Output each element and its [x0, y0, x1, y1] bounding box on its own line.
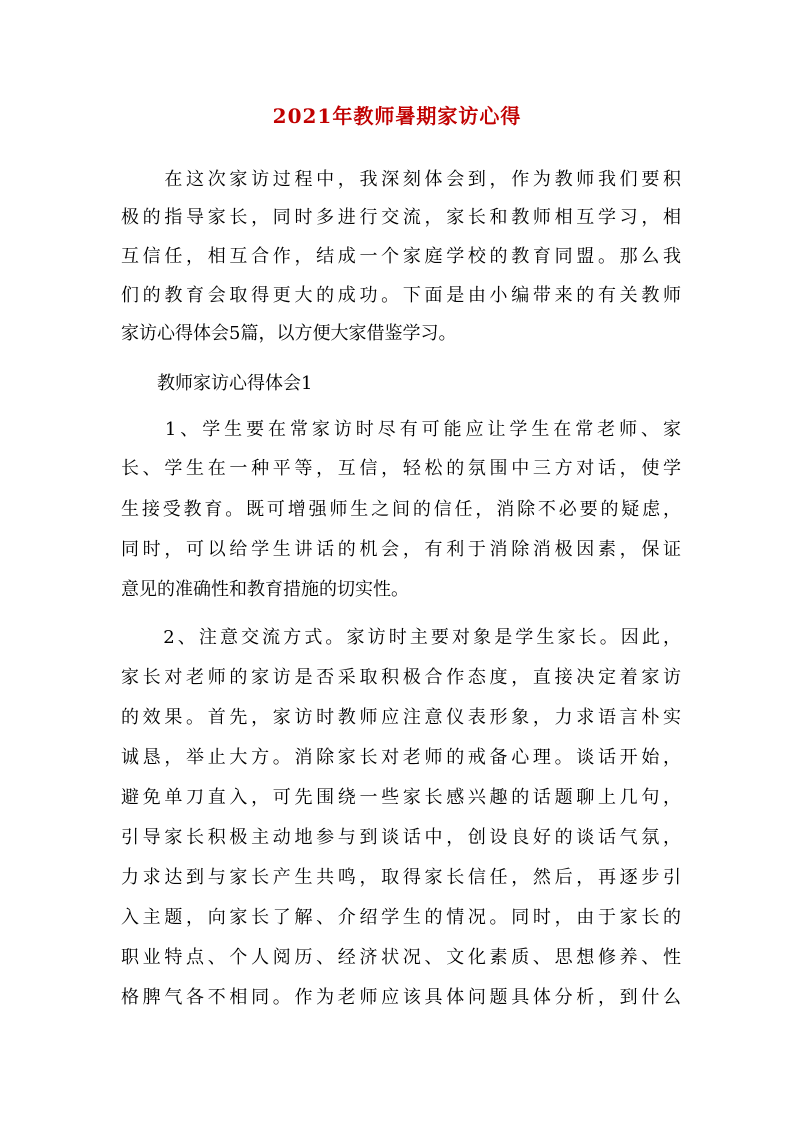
text-line: 格脾气各不相同。作为老师应该具体问题具体分析，到什么	[121, 987, 681, 1008]
section-heading: 教师家访心得体会1	[121, 373, 313, 394]
text-line: 极的指导家长，同时多进行交流，家长和教师相互学习，相	[121, 207, 681, 228]
text-line: 职业特点、个人阅历、经济状况、文化素质、思想修养、性	[121, 947, 681, 968]
text-line: 长、学生在一种平等，互信，轻松的氛围中三方对话，使学	[121, 458, 681, 479]
document-title: 2021年教师暑期家访心得	[272, 104, 522, 128]
text-line: 避免单刀直入，可先围绕一些家长感兴趣的话题聊上几句，	[121, 787, 681, 808]
text-line: 诚恳，举止大方。消除家长对老师的戒备心理。谈话开始，	[121, 747, 681, 768]
text-line: 意见的准确性和教育措施的切实性。	[121, 579, 409, 600]
text-line: 生接受教育。既可增强师生之间的信任，消除不必要的疑虑，	[121, 499, 681, 520]
text-line: 家长对老师的家访是否采取积极合作态度，直接决定着家访	[121, 667, 681, 688]
text-line: 2、注意交流方式。家访时主要对象是学生家长。因此，	[121, 627, 681, 648]
text-line: 1、学生要在常家访时尽有可能应让学生在常老师、家	[121, 419, 681, 440]
text-line: 家访心得体会5篇，以方便大家借鉴学习。	[121, 323, 457, 344]
text-line: 入主题，向家长了解、介绍学生的情况。同时，由于家长的	[121, 907, 681, 928]
text-line: 引导家长积极主动地参与到谈话中，创设良好的谈话气氛，	[121, 827, 681, 848]
text-line: 互信任，相互合作，结成一个家庭学校的教育同盟。那么我	[121, 246, 681, 267]
text-line: 力求达到与家长产生共鸣，取得家长信任，然后，再逐步引	[121, 867, 681, 888]
text-line: 同时，可以给学生讲话的机会，有利于消除消极因素，保证	[121, 539, 681, 560]
text-line: 的效果。首先，家访时教师应注意仪表形象，力求语言朴实	[121, 707, 681, 728]
text-line: 在这次家访过程中，我深刻体会到，作为教师我们要积	[121, 169, 681, 190]
text-line: 们的教育会取得更大的成功。下面是由小编带来的有关教师	[121, 285, 681, 306]
